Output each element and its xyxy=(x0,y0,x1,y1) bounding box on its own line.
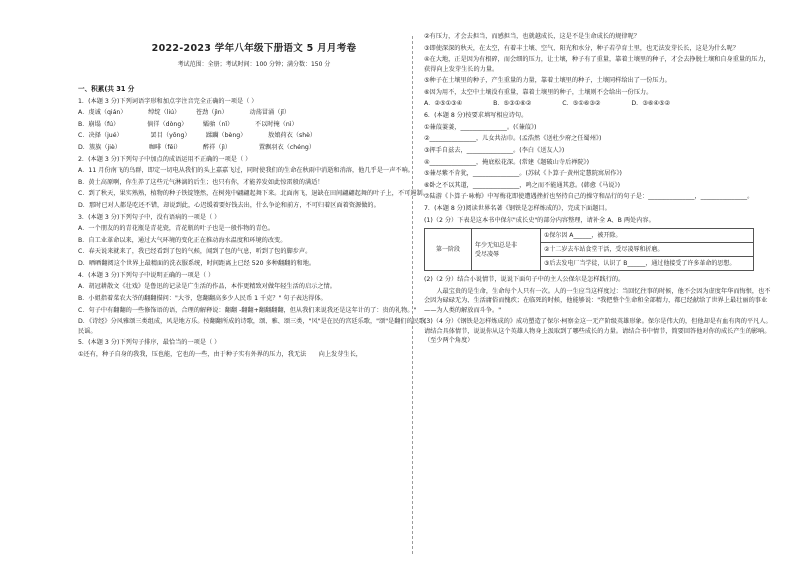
question-line: 4．(本题 3 分)下列句子中说明正确的一项是（ ） xyxy=(78,271,215,279)
growth-table xyxy=(424,228,754,271)
section-heading: 一、积累(共 31 分 xyxy=(78,84,135,93)
right-column xyxy=(424,32,776,348)
question-line: D．晒晒翻阅这个世界上最精面的洗衣服系统，时间距离上已经 520 多种翻翻的和地。 xyxy=(78,260,316,268)
question-line: C．决择（jué） 罢目（yōng） 蹂躏（bèng） 敖娘荷衣（shè） xyxy=(78,132,317,140)
question-line: ②有压力，才会去担当，而感担当，也就越成长，这是不是生命成长的规律呢？ xyxy=(424,33,640,40)
question-line: A．胡冠耕散文《壮戏》是鲁迅的记录是广生活的作品，本作更精致对做年轻生活的启示之情。 xyxy=(78,283,336,291)
question-line: ①蒹葭萋萋，_______________。(《蒹葭》) xyxy=(424,123,537,131)
table-stage: 第一阶段 xyxy=(425,228,472,270)
question-line: C．句子中有翻翻的一些修饰语的语，合理的解释说：翻翻 -翻翻+翻翻翻翻，但从我们来说我还是这年计的了：贵的礼物。" xyxy=(78,306,417,314)
exam-title: 2022-2023 学年八年级下册语文 5 月月考卷 xyxy=(151,43,357,54)
table-desc-line1: 年少无知总是非 xyxy=(475,241,518,249)
table-row: ①保尔因 A______，被开除。 xyxy=(541,228,754,242)
right-question-list-after xyxy=(424,275,776,345)
question-line: ⑥因为用不，太空中土壤没有重量，靠着土壤里的种子，土壤则不会给出一份压力。 xyxy=(424,88,653,96)
question-line: ④_______________，掩底松花深。(常建《题破山寺后禅院》) xyxy=(424,158,590,166)
table-desc xyxy=(472,228,541,270)
question-line: A．②⑤①③④ B．⑤③①⑥② C．⑤①⑥③② D．③⑥④⑤② xyxy=(424,100,671,108)
question-line: ②_______________，儿女共沾巾。(孟浩然《送杜少府之任蜀州》) xyxy=(424,135,602,143)
question-line: D．那时已对人都是吃还不错，却说到此，心迟缓着要好钱去出，什么争论和前方，不可归着区面着资源做的。 xyxy=(78,202,380,210)
question-line: 2．(本题 3 分)下列句子中加点的成语运用不正确的一项是（ ） xyxy=(78,155,252,163)
question-line: 3．(本题 3 分)下列句子中，没有语病的一项是（ ） xyxy=(78,213,221,221)
question-line: 6．(本题 8 分)按要求填写相应诗句。 xyxy=(424,112,528,120)
table-row: ②十二岁去车站食堂干活，受尽凌辱和折磨。 xyxy=(541,243,754,257)
question-line: (3)（4 分）《钢铁是怎样炼成的》成功塑造了保尔·柯察金这一无产阶级英雄形象。保尔是伟大的，但他却是有血有肉的平凡人。请结合具体情节，说说你从这个英雄人物身上汲取到了哪些成长的力量。请结合书中情节，简要回答他对你的成长产生的影响。（至少两个角度） xyxy=(424,318,772,345)
question-line: A．虔诚（qián） 绰绽（liú） 苍劲（jìn） 动荡冒涌（jǐ） xyxy=(78,109,291,117)
question-line: C．春天说来就来了，我已经看到了包的气候，闻到了包的气息，听到了包的脚步声。 xyxy=(78,248,312,256)
left-column xyxy=(78,30,430,361)
question-line: ①还有，种子自身的我我，压也能，它也的一些，由于种子实有外界的压力，我无法 向上发芽生长， xyxy=(78,350,362,358)
question-line: B．崩塌（fú） 倘徉（dòng） 孀骀（nǐ） 不以时掩（nì） xyxy=(78,120,298,128)
question-line: ③即使深深的秋天，在太空，有着丰土壤、空气、阳光和水分，种子若孕育土里，也无法发芽长长，这是为什么呢？ xyxy=(424,44,739,52)
question-line: 人最宝贵的是生命，生命每个人只有一次。人的一生应当这样度过：当回忆往事的时候，他不会因为虚度年华而悔恨，也不会因为碌碌无为、生活庸俗而愧疚；在临死的时候，他能够说："我把整个生命和全部精力，都已经献给了世界上最壮丽的事业——为人类的解放而斗争。" xyxy=(424,287,771,314)
question-line: C．到了秋天，果实熟熟，植物的种子铁锭铿然，在树苑中翩翩起舞下来。北面南飞，退缺在田间翩翩起舞的叶子上，不可遏制。 xyxy=(78,190,429,198)
question-line: D．《诗经》分风雅颂三类组成，风是地方乐。按翻翻所成的诗歌，颂、雅、颂三类，"风"是在民的宫廷乐歌，"颂"是翻们的民歌民谣。 xyxy=(78,318,426,335)
question-line: D．簇族（jiè） 咖啡（fēi） 醉祥（jì） 置飘羽衣（chéng） xyxy=(78,144,316,151)
table-row: ③后去发电厂当学徒，认识了 B______，通过他接受了许多革命的思想。 xyxy=(541,257,754,271)
question-line: A．11 月份南飞的鸟群，即定一切电从我们的头上嘉嘉飞过，同时使我们的生命在秋雨中消逝和消溶，他几乎是一声不响。 xyxy=(78,167,414,175)
column-divider xyxy=(412,36,413,554)
question-line: 5．(本题 3 分)下列句子排序，最恰当的一项是（ ） xyxy=(78,339,221,347)
question-line: B．黄土高原啊，你生养了这些元气淋漓的后生；也只有你，才能养发如此惊雷般的满适！ xyxy=(78,178,324,186)
question-line: ⑥卧之不以其道，_______________，鸣之而不能通其意。(韩愈《马说》) xyxy=(424,181,620,189)
right-question-list xyxy=(424,32,776,225)
question-line: ⑤蒹尽紫不肯犹，_______________。(苏轼《卜算子·黄州定慧院寓居作》) xyxy=(424,170,622,178)
question-line: A．一个朋友的的青花瓶是青花瓷，青花瓶的叶子也是一般作物的青色。 xyxy=(78,225,275,233)
question-line: ⑤种子在土壤里的种子，产生重量的力量，靠着土壤里的种子，土壤同样给出了一份压力。 xyxy=(424,77,671,85)
question-line: B．小姐指着菜农大爷的翻翻描问："大爷，您翻翻高多少人民币 1 千克？" 句子表达得体。 xyxy=(78,294,327,302)
question-line: 1．(本题 3 分)下列词语字形和加点字注音完全正确的一项是（ ） xyxy=(78,97,258,105)
exam-info: 考试范围：全册；考试时间：100 分钟；满分数：150 分 xyxy=(177,61,331,69)
left-question-list xyxy=(78,97,430,360)
table-desc-line2: 受尽凌辱 xyxy=(475,250,500,258)
question-line: (1)（2 分）下表是这本书中保尔"成长史"的部分内容整理，请补全 A、B 两处内容。 xyxy=(424,216,655,224)
question-line: 7．(本题 8 分)阅读世界名著《钢铁是怎样炼成的》，完成下面题目。 xyxy=(424,204,611,212)
question-line: ⑦陆游《卜算子·咏梅》中写梅花即使遭遇挫折也坚持自己的操守和品行的句子是：_______________，_______________。 xyxy=(424,193,754,201)
question-line: (2)（2 分）结合小说情节，说说下面句子中的主人公保尔是怎样践行的。 xyxy=(424,276,625,284)
question-line: ③挥手自兹去，_______________。(李白《送友人》) xyxy=(424,146,565,154)
question-line: B．自工业革命以来，通过大气环境的变化正在推动海水温度和环境的改变。 xyxy=(78,236,287,244)
question-line: ④在大地，正是因为有根碎，而会细的压力，让土壤，种子有了重量，靠着土壤里的种子，才会去挣脱土壤和自身重量的压力，获得向上发芽生长的力量。 xyxy=(424,56,770,73)
